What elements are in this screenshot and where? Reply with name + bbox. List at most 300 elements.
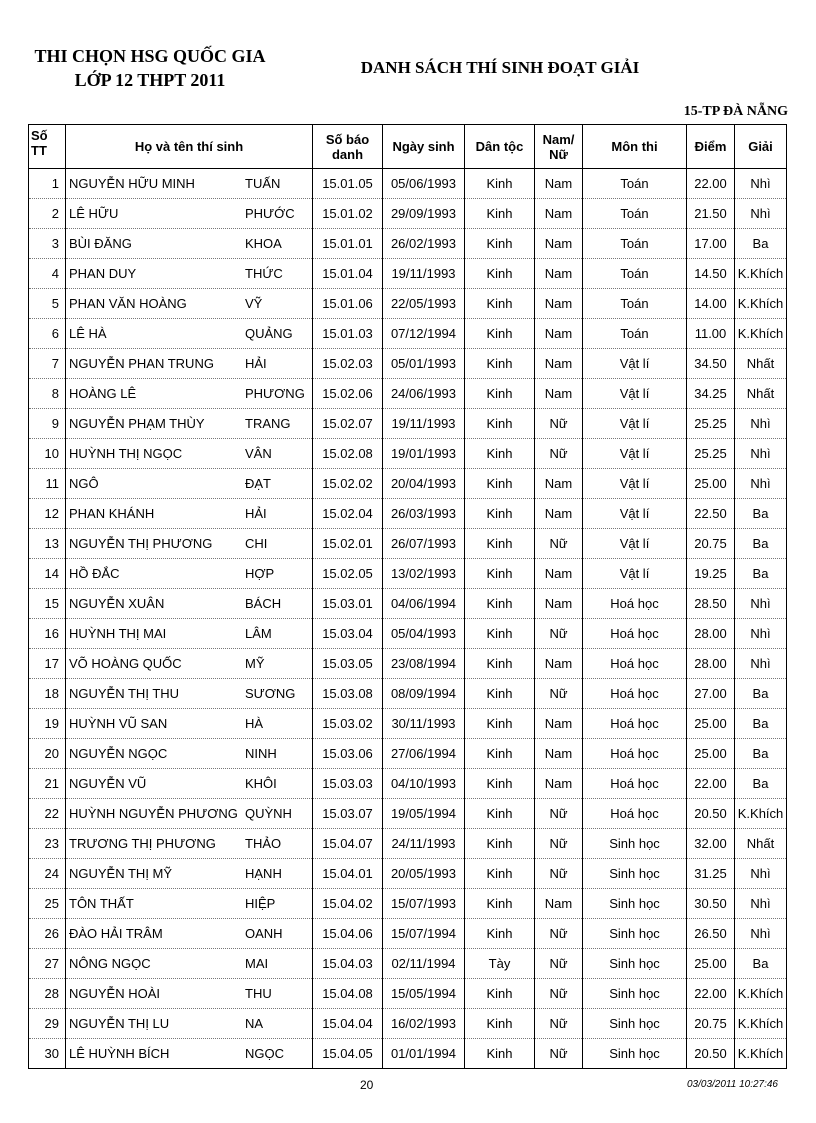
cell-given-name: HẢI [245,506,267,521]
cell-award: Nhì [735,649,787,679]
cell-subject: Vật lí [583,499,687,529]
cell-gender: Nữ [535,409,583,439]
cell-given-name: NINH [245,746,277,761]
cell-name [66,409,313,439]
cell-stt: 5 [29,289,66,319]
table-row [29,409,787,439]
cell-given-name: HẢI [245,356,267,371]
cell-given-name: HỢP [245,566,275,581]
cell-sbd: 15.04.06 [313,919,383,949]
cell-given-name: THỨC [245,266,283,281]
cell-sbd: 15.03.07 [313,799,383,829]
cell-stt: 1 [29,169,66,199]
cell-family-name: HUỲNH NGUYỄN PHƯƠNG [69,806,238,821]
table-row [29,799,787,829]
cell-ethnic: Kinh [465,859,535,889]
cell-family-name: NGUYỄN HỮU MINH [69,176,195,191]
col-header-dob: Ngày sinh [383,125,465,169]
cell-subject: Sinh học [583,1039,687,1069]
cell-family-name: NGUYỄN THỊ MỸ [69,866,173,881]
cell-sbd: 15.02.06 [313,379,383,409]
cell-ethnic: Kinh [465,439,535,469]
cell-stt: 24 [29,859,66,889]
table-row [29,1039,787,1069]
cell-name [66,619,313,649]
cell-dob: 05/06/1993 [383,169,465,199]
cell-ethnic: Kinh [465,259,535,289]
cell-family-name: ĐÀO HẢI TRÂM [69,926,163,941]
cell-stt: 22 [29,799,66,829]
table-row [29,259,787,289]
cell-dob: 22/05/1993 [383,289,465,319]
cell-sbd: 15.03.08 [313,679,383,709]
cell-given-name: ĐẠT [245,476,271,491]
cell-award: K.Khích [735,799,787,829]
cell-stt: 17 [29,649,66,679]
table-row [29,529,787,559]
cell-award: Ba [735,709,787,739]
cell-stt: 29 [29,1009,66,1039]
cell-gender: Nam [535,499,583,529]
cell-family-name: LÊ HỮU [69,206,119,221]
cell-ethnic: Tày [465,949,535,979]
cell-family-name: HUỲNH THỊ MAI [69,626,167,641]
cell-dob: 04/06/1994 [383,589,465,619]
cell-given-name: NGỌC [245,1046,284,1061]
cell-stt: 13 [29,529,66,559]
cell-given-name: HIỆP [245,896,276,911]
cell-gender: Nữ [535,679,583,709]
cell-subject: Vật lí [583,469,687,499]
cell-sbd: 15.04.04 [313,1009,383,1039]
table-body [29,169,787,1069]
cell-ethnic: Kinh [465,289,535,319]
cell-stt: 25 [29,889,66,919]
table-row [29,319,787,349]
cell-score: 14.50 [687,259,735,289]
col-header-subject: Môn thi [583,125,687,169]
cell-stt: 9 [29,409,66,439]
cell-stt: 14 [29,559,66,589]
cell-gender: Nam [535,259,583,289]
cell-ethnic: Kinh [465,799,535,829]
cell-score: 25.25 [687,409,735,439]
cell-score: 22.00 [687,979,735,1009]
cell-award: Nhì [735,619,787,649]
cell-score: 21.50 [687,199,735,229]
cell-family-name: NGUYỄN THỊ LU [69,1016,170,1031]
cell-gender: Nữ [535,859,583,889]
col-header-stt: Số TT [29,125,66,169]
cell-score: 17.00 [687,229,735,259]
cell-dob: 26/07/1993 [383,529,465,559]
awards-table [28,124,787,1069]
cell-sbd: 15.04.03 [313,949,383,979]
cell-dob: 16/02/1993 [383,1009,465,1039]
cell-ethnic: Kinh [465,709,535,739]
col-header-score: Điểm [687,125,735,169]
cell-sbd: 15.03.02 [313,709,383,739]
cell-name [66,829,313,859]
cell-score: 25.00 [687,469,735,499]
cell-name [66,559,313,589]
cell-name [66,709,313,739]
cell-gender: Nữ [535,949,583,979]
cell-score: 28.50 [687,589,735,619]
cell-ethnic: Kinh [465,1009,535,1039]
cell-dob: 19/11/1993 [383,409,465,439]
cell-score: 32.00 [687,829,735,859]
cell-award: Nhất [735,829,787,859]
cell-ethnic: Kinh [465,229,535,259]
cell-dob: 27/06/1994 [383,739,465,769]
cell-subject: Sinh học [583,1009,687,1039]
page-number: 20 [360,1078,374,1092]
table-row [29,379,787,409]
cell-family-name: NGUYỄN THỊ THU [69,686,180,701]
cell-subject: Vật lí [583,529,687,559]
exam-title-line2: LỚP 12 THPT 2011 [74,70,226,90]
cell-ethnic: Kinh [465,589,535,619]
cell-ethnic: Kinh [465,319,535,349]
cell-gender: Nam [535,709,583,739]
cell-stt: 4 [29,259,66,289]
cell-sbd: 15.03.04 [313,619,383,649]
table-row [29,949,787,979]
cell-gender: Nam [535,589,583,619]
cell-subject: Hoá học [583,709,687,739]
cell-name [66,949,313,979]
cell-stt: 15 [29,589,66,619]
cell-score: 14.00 [687,289,735,319]
cell-family-name: LÊ HUỲNH BÍCH [69,1046,170,1061]
cell-sbd: 15.04.05 [313,1039,383,1069]
cell-ethnic: Kinh [465,469,535,499]
cell-award: K.Khích [735,1009,787,1039]
cell-ethnic: Kinh [465,889,535,919]
cell-subject: Hoá học [583,619,687,649]
cell-score: 34.50 [687,349,735,379]
cell-dob: 20/04/1993 [383,469,465,499]
cell-award: Ba [735,559,787,589]
cell-score: 31.25 [687,859,735,889]
cell-score: 22.00 [687,769,735,799]
col-header-name: Họ và tên thí sinh [66,125,313,169]
cell-given-name: HÀ [245,716,264,731]
cell-sbd: 15.02.04 [313,499,383,529]
cell-score: 26.50 [687,919,735,949]
cell-award: Nhì [735,469,787,499]
cell-subject: Hoá học [583,739,687,769]
cell-gender: Nữ [535,619,583,649]
cell-ethnic: Kinh [465,559,535,589]
cell-sbd: 15.04.08 [313,979,383,1009]
cell-given-name: PHƯƠNG [245,386,305,401]
cell-gender: Nam [535,319,583,349]
cell-dob: 07/12/1994 [383,319,465,349]
cell-subject: Vật lí [583,439,687,469]
cell-gender: Nam [535,889,583,919]
cell-award: Nhì [735,169,787,199]
cell-stt: 18 [29,679,66,709]
cell-subject: Sinh học [583,949,687,979]
cell-name [66,529,313,559]
cell-dob: 26/03/1993 [383,499,465,529]
cell-sbd: 15.03.03 [313,769,383,799]
cell-award: Ba [735,769,787,799]
cell-score: 28.00 [687,619,735,649]
cell-award: Nhì [735,589,787,619]
cell-family-name: NGÔ [69,476,99,491]
cell-subject: Toán [583,169,687,199]
cell-subject: Vật lí [583,409,687,439]
cell-family-name: NGUYỄN PHAN TRUNG [69,356,214,371]
cell-stt: 16 [29,619,66,649]
cell-name [66,739,313,769]
cell-ethnic: Kinh [465,979,535,1009]
cell-award: K.Khích [735,259,787,289]
cell-score: 25.00 [687,739,735,769]
table-row [29,289,787,319]
cell-gender: Nam [535,649,583,679]
table-row [29,979,787,1009]
cell-family-name: NGUYỄN HOÀI [69,986,161,1001]
cell-award: Nhất [735,349,787,379]
table-row [29,649,787,679]
cell-given-name: LÂM [245,626,272,641]
cell-gender: Nam [535,229,583,259]
cell-given-name: VỸ [245,296,263,311]
cell-stt: 3 [29,229,66,259]
cell-stt: 28 [29,979,66,1009]
cell-subject: Hoá học [583,769,687,799]
cell-name [66,199,313,229]
cell-given-name: THẢO [245,836,282,851]
cell-given-name: TRANG [245,416,291,431]
cell-award: Nhì [735,409,787,439]
cell-gender: Nữ [535,529,583,559]
cell-stt: 11 [29,469,66,499]
cell-score: 20.50 [687,1039,735,1069]
col-header-gender: Nam/ Nữ [535,125,583,169]
cell-award: Ba [735,499,787,529]
cell-gender: Nam [535,769,583,799]
cell-name [66,469,313,499]
cell-ethnic: Kinh [465,679,535,709]
table-row [29,229,787,259]
cell-sbd: 15.02.02 [313,469,383,499]
table-row [29,769,787,799]
table-row [29,889,787,919]
cell-ethnic: Kinh [465,919,535,949]
cell-gender: Nữ [535,1039,583,1069]
cell-dob: 19/01/1993 [383,439,465,469]
cell-ethnic: Kinh [465,739,535,769]
cell-score: 11.00 [687,319,735,349]
cell-dob: 15/07/1994 [383,919,465,949]
cell-award: K.Khích [735,319,787,349]
table-row [29,469,787,499]
region-label: 15-TP ĐÀ NẴNG [683,104,788,119]
cell-family-name: TRƯƠNG THỊ PHƯƠNG [69,836,216,851]
cell-score: 20.50 [687,799,735,829]
cell-subject: Hoá học [583,589,687,619]
cell-dob: 26/02/1993 [383,229,465,259]
cell-name [66,259,313,289]
cell-gender: Nữ [535,439,583,469]
table-row [29,739,787,769]
cell-dob: 05/04/1993 [383,619,465,649]
cell-given-name: BÁCH [245,596,282,611]
cell-ethnic: Kinh [465,769,535,799]
cell-gender: Nam [535,349,583,379]
cell-stt: 21 [29,769,66,799]
cell-award: Ba [735,739,787,769]
cell-subject: Toán [583,319,687,349]
cell-ethnic: Kinh [465,169,535,199]
exam-title [30,44,270,92]
cell-given-name: HẠNH [245,866,282,881]
cell-dob: 19/11/1993 [383,259,465,289]
cell-sbd: 15.02.08 [313,439,383,469]
cell-family-name: HUỲNH VŨ SAN [69,716,168,731]
cell-sbd: 15.02.07 [313,409,383,439]
cell-given-name: TUẤN [245,176,281,191]
cell-given-name: KHÔI [245,776,277,791]
cell-family-name: NGUYỄN NGỌC [69,746,168,761]
cell-stt: 12 [29,499,66,529]
cell-name [66,169,313,199]
cell-name [66,649,313,679]
cell-dob: 08/09/1994 [383,679,465,709]
cell-family-name: NGUYỄN XUÂN [69,596,165,611]
table-row [29,859,787,889]
cell-stt: 2 [29,199,66,229]
cell-family-name: NÔNG NGỌC [69,956,151,971]
cell-family-name: NGUYỄN PHẠM THÙY [69,416,205,431]
cell-name [66,289,313,319]
cell-award: Nhì [735,889,787,919]
cell-name [66,439,313,469]
cell-given-name: KHOA [245,236,282,251]
cell-dob: 05/01/1993 [383,349,465,379]
cell-family-name: PHAN KHÁNH [69,506,155,521]
cell-award: Nhất [735,379,787,409]
cell-name [66,769,313,799]
cell-dob: 13/02/1993 [383,559,465,589]
cell-subject: Hoá học [583,799,687,829]
cell-score: 30.50 [687,889,735,919]
cell-gender: Nữ [535,1009,583,1039]
cell-score: 28.00 [687,649,735,679]
cell-score: 22.50 [687,499,735,529]
table-row [29,829,787,859]
cell-stt: 6 [29,319,66,349]
table-row [29,619,787,649]
cell-family-name: HUỲNH THỊ NGỌC [69,446,183,461]
cell-given-name: THU [245,986,272,1001]
cell-score: 20.75 [687,529,735,559]
cell-award: Nhì [735,199,787,229]
cell-ethnic: Kinh [465,199,535,229]
cell-award: Nhì [735,919,787,949]
cell-subject: Vật lí [583,349,687,379]
cell-stt: 26 [29,919,66,949]
cell-ethnic: Kinh [465,529,535,559]
cell-given-name: QUỲNH [245,806,292,821]
cell-gender: Nam [535,289,583,319]
cell-dob: 29/09/1993 [383,199,465,229]
cell-name [66,379,313,409]
table-row [29,589,787,619]
cell-ethnic: Kinh [465,649,535,679]
cell-sbd: 15.02.05 [313,559,383,589]
cell-award: Ba [735,679,787,709]
cell-score: 19.25 [687,559,735,589]
cell-ethnic: Kinh [465,379,535,409]
cell-sbd: 15.01.04 [313,259,383,289]
table-header-row [29,125,787,169]
cell-dob: 01/01/1994 [383,1039,465,1069]
cell-dob: 02/11/1994 [383,949,465,979]
cell-gender: Nam [535,559,583,589]
cell-award: K.Khích [735,1039,787,1069]
cell-given-name: OANH [245,926,283,941]
cell-given-name: NA [245,1016,264,1031]
cell-ethnic: Kinh [465,1039,535,1069]
cell-dob: 24/11/1993 [383,829,465,859]
cell-given-name: MỸ [245,656,265,671]
exam-title-line1: THI CHỌN HSG QUỐC GIA [34,46,266,66]
cell-gender: Nữ [535,799,583,829]
print-timestamp: 03/03/2011 10:27:46 [686,1079,778,1090]
cell-sbd: 15.03.05 [313,649,383,679]
cell-dob: 30/11/1993 [383,709,465,739]
cell-gender: Nữ [535,919,583,949]
cell-given-name: QUẢNG [245,326,293,341]
col-header-award: Giải [735,125,787,169]
cell-award: Ba [735,229,787,259]
cell-dob: 19/05/1994 [383,799,465,829]
cell-given-name: PHƯỚC [245,206,295,221]
table-row [29,349,787,379]
cell-score: 27.00 [687,679,735,709]
cell-dob: 15/05/1994 [383,979,465,1009]
cell-given-name: SƯƠNG [245,686,296,701]
cell-award: Nhì [735,859,787,889]
cell-stt: 23 [29,829,66,859]
cell-subject: Vật lí [583,379,687,409]
cell-score: 25.00 [687,709,735,739]
cell-dob: 04/10/1993 [383,769,465,799]
cell-dob: 23/08/1994 [383,649,465,679]
cell-subject: Toán [583,229,687,259]
cell-subject: Sinh học [583,889,687,919]
cell-stt: 27 [29,949,66,979]
table-row [29,559,787,589]
cell-dob: 15/07/1993 [383,889,465,919]
cell-subject: Sinh học [583,979,687,1009]
cell-sbd: 15.03.06 [313,739,383,769]
cell-score: 25.25 [687,439,735,469]
cell-family-name: BÙI ĐĂNG [69,236,132,251]
cell-sbd: 15.01.05 [313,169,383,199]
cell-stt: 30 [29,1039,66,1069]
cell-gender: Nam [535,739,583,769]
cell-family-name: TÔN THẤT [69,896,134,911]
cell-stt: 20 [29,739,66,769]
cell-given-name: VÂN [245,446,272,461]
